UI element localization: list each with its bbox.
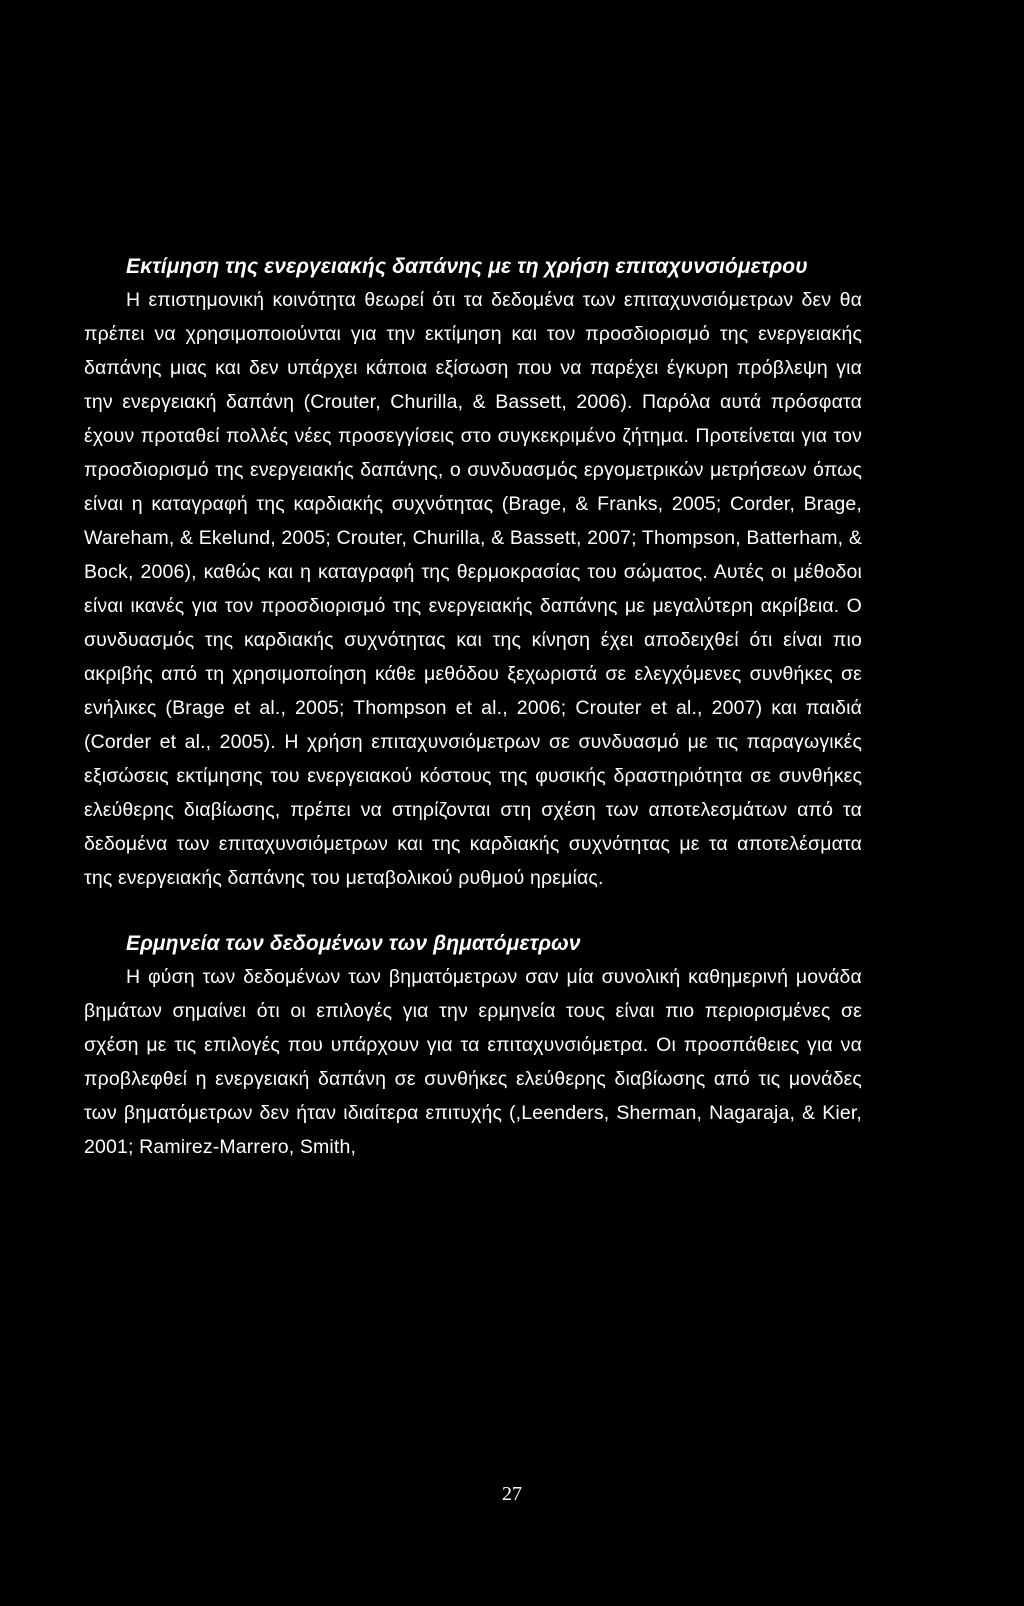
paragraph-text: Η επιστημονική κοινότητα θεωρεί ότι τα δεδομένα των επιταχυνσιόμετρων δεν θα πρέπει να χρησιμοποιούνται για την εκτίμηση και τον προσδιορισμό της ενεργειακής δαπάνης μιας και δεν υπάρχει κάποια εξίσωση που να παρέχει έγκυρη πρόβλεψη για την ενεργειακή δαπάνη (Crouter, Churilla, & Bassett, 2006). Παρόλα αυτά πρόσφατα έχουν προταθεί πολλές νέες προσεγγίσεις στο συγκεκριμένο ζήτημα. Προτείνεται για τον προσδιορισμό της ενεργειακής δαπάνης, ο συνδυασμός εργομετρικών μετρήσεων όπως είναι η καταγραφή της καρδιακής συχνότητας (Brage, & Franks, 2005; Corder, Brage, Wareham, & Ekelund, 2005; Crouter, Churilla, & Bassett, 2007; Thompson, Batterham, & Bock, 2006), καθώς και η καταγραφή της θερμοκρασίας του σώματος. Αυτές οι μέθοδοι είναι ικανές για τον προσδιορισμό της ενεργειακής δαπάνης με μεγαλύτερη ακρίβεια. Ο συνδυασμός της καρδιακής συχνότητας και της κίνηση έχει αποδειχθεί ότι είναι πιο ακριβής από τη χρησιμοποίηση κάθε μεθόδου ξεχωριστά σε ελεγχόμενες συνθήκες σε ενήλικες (Brage et al., 2005; Thompson et al., 2006; Crouter et al., 2007) και παιδιά (Corder et al., 2005). Η χρήση επιταχυνσιόμετρων σε συνδυασμό με τις παραγωγικές εξισώσεις εκτίμησης του ενεργειακού κόστους της φυσικής δραστηριότητα σε συνθήκες ελεύθερης διαβίωσης, πρέπει να στηρίζονται στη σχέση των αποτελεσμάτων από τα δεδομένα των επιταχυνσιόμετρων και της καρδιακής συχνότητας με τα αποτελέσματα της ενεργειακής δαπάνης του μεταβολικού ρυθμού ηρεμίας.: [84, 289, 862, 889]
section-energy-expenditure: [84, 252, 862, 895]
document-body: [84, 252, 862, 1164]
page-number: 27: [502, 1483, 522, 1505]
section-paragraph: [84, 283, 862, 895]
section-pedometer-data: [84, 929, 862, 1164]
section-heading: Ερμηνεία των δεδομένων των βηματόμετρων: [126, 932, 581, 955]
section-paragraph: [84, 960, 862, 1164]
section-heading: Εκτίμηση της ενεργειακής δαπάνης με τη χρήση επιταχυνσιόμετρου: [126, 255, 808, 278]
paragraph-text: Η φύση των δεδομένων των βηματόμετρων σαν μία συνολική καθημερινή μονάδα βημάτων σημαίνει ότι οι επιλογές για την ερμηνεία τους είναι πιο περιορισμένες σε σχέση με τις επιλογές που υπάρχουν για τα επιταχυνσιόμετρα. Οι προσπάθειες για να προβλεφθεί η ενεργειακή δαπάνη σε συνθήκες ελεύθερης διαβίωσης από τις μονάδες των βηματόμετρων δεν ήταν ιδιαίτερα επιτυχής (,Leenders, Sherman, Nagaraja, & Kier, 2001; Ramirez-Marrero, Smith,: [84, 966, 862, 1158]
